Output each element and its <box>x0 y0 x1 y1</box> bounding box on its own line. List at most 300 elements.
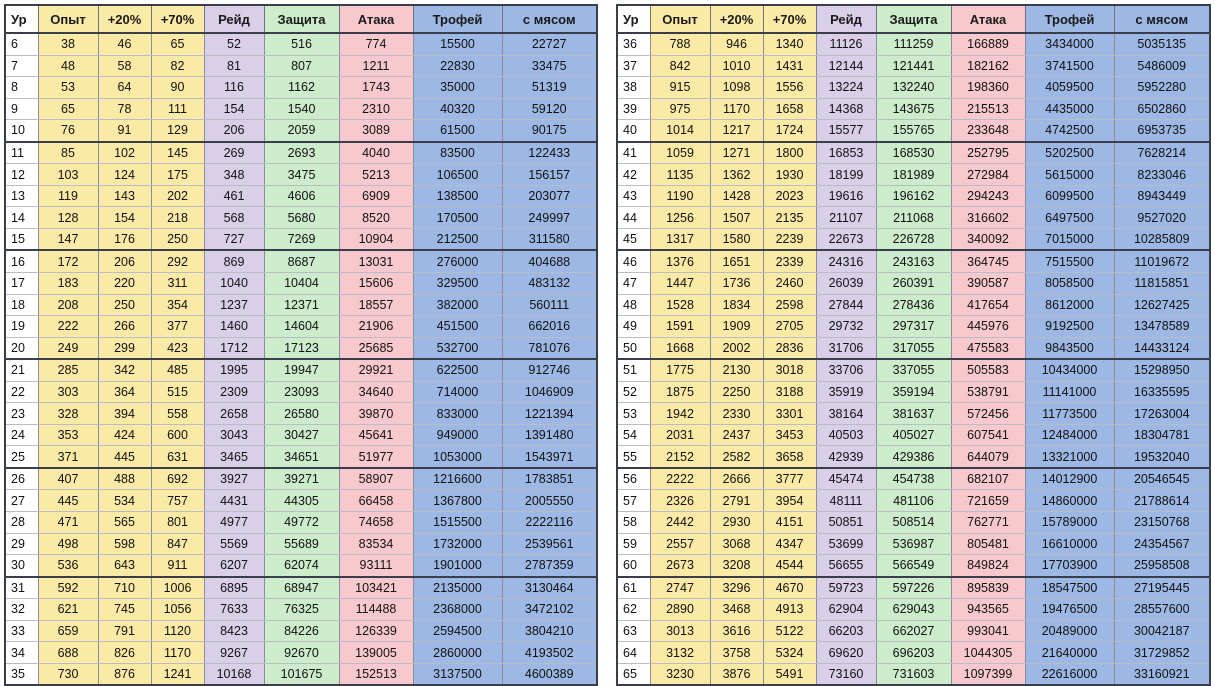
raid-cell: 24316 <box>816 250 876 272</box>
column-header-raid: Рейд <box>816 6 876 33</box>
column-header-level: Ур <box>618 6 650 33</box>
trophy-cell: 2135000 <box>413 577 502 599</box>
trophy-cell: 20489000 <box>1025 620 1114 642</box>
plus-70-cell: 3301 <box>763 403 816 425</box>
experience-cell: 975 <box>650 98 710 120</box>
with-meat-cell: 23150768 <box>1114 512 1209 534</box>
with-meat-cell: 781076 <box>502 337 596 359</box>
defense-cell: 516 <box>264 33 339 55</box>
plus-20-cell: 946 <box>710 33 763 55</box>
table-row <box>6 273 596 295</box>
experience-cell: 38 <box>38 33 98 55</box>
table-row <box>6 359 596 381</box>
plus-20-cell: 58 <box>98 55 151 77</box>
defense-cell: 1540 <box>264 98 339 120</box>
table-row <box>618 599 1209 621</box>
raid-cell: 50851 <box>816 512 876 534</box>
header-row <box>6 6 596 33</box>
experience-cell: 328 <box>38 403 98 425</box>
raid-cell: 12144 <box>816 55 876 77</box>
plus-70-cell: 2023 <box>763 185 816 207</box>
plus-70-cell: 2239 <box>763 228 816 250</box>
raid-cell: 269 <box>204 142 264 164</box>
attack-cell: 13031 <box>339 250 413 272</box>
with-meat-cell: 11019672 <box>1114 250 1209 272</box>
experience-cell: 445 <box>38 490 98 512</box>
trophy-cell: 949000 <box>413 424 502 446</box>
defense-cell: 629043 <box>876 599 951 621</box>
with-meat-cell: 3472102 <box>502 599 596 621</box>
plus-20-cell: 826 <box>98 642 151 664</box>
defense-cell: 278436 <box>876 294 951 316</box>
plus-20-cell: 2666 <box>710 468 763 490</box>
table-row <box>6 577 596 599</box>
table-row <box>6 620 596 642</box>
with-meat-cell: 14433124 <box>1114 337 1209 359</box>
attack-cell: 126339 <box>339 620 413 642</box>
level-cell: 31 <box>6 577 38 599</box>
level-cell: 15 <box>6 228 38 250</box>
trophy-cell: 5202500 <box>1025 142 1114 164</box>
attack-cell: 849824 <box>951 555 1025 577</box>
level-cell: 39 <box>618 98 650 120</box>
with-meat-cell: 4600389 <box>502 663 596 684</box>
with-meat-cell: 4193502 <box>502 642 596 664</box>
plus-20-cell: 3208 <box>710 555 763 577</box>
plus-20-cell: 3068 <box>710 533 763 555</box>
raid-cell: 40503 <box>816 424 876 446</box>
level-cell: 13 <box>6 185 38 207</box>
raid-cell: 2309 <box>204 381 264 403</box>
table-row <box>6 185 596 207</box>
attack-cell: 364745 <box>951 250 1025 272</box>
defense-cell: 297317 <box>876 316 951 338</box>
table-row <box>6 228 596 250</box>
with-meat-cell: 203077 <box>502 185 596 207</box>
experience-cell: 621 <box>38 599 98 621</box>
table-row <box>6 533 596 555</box>
with-meat-cell: 24354567 <box>1114 533 1209 555</box>
raid-cell: 69620 <box>816 642 876 664</box>
plus-70-cell: 129 <box>151 120 204 142</box>
defense-cell: 337055 <box>876 359 951 381</box>
raid-cell: 7633 <box>204 599 264 621</box>
experience-cell: 3132 <box>650 642 710 664</box>
attack-cell: 417654 <box>951 294 1025 316</box>
defense-cell: 243163 <box>876 250 951 272</box>
plus-20-cell: 176 <box>98 228 151 250</box>
plus-20-cell: 102 <box>98 142 151 164</box>
table-row <box>6 663 596 684</box>
plus-70-cell: 4913 <box>763 599 816 621</box>
trophy-cell: 14860000 <box>1025 490 1114 512</box>
with-meat-cell: 90175 <box>502 120 596 142</box>
raid-cell: 10168 <box>204 663 264 684</box>
table-row <box>618 512 1209 534</box>
plus-70-cell: 292 <box>151 250 204 272</box>
column-header-attack: Атака <box>339 6 413 33</box>
trophy-cell: 11773500 <box>1025 403 1114 425</box>
table-row <box>6 468 596 490</box>
level-table-left <box>6 6 596 684</box>
defense-cell: 14604 <box>264 316 339 338</box>
trophy-cell: 1515500 <box>413 512 502 534</box>
with-meat-cell: 27195445 <box>1114 577 1209 599</box>
column-header-trophy: Трофей <box>413 6 502 33</box>
with-meat-cell: 662016 <box>502 316 596 338</box>
with-meat-cell: 19532040 <box>1114 446 1209 468</box>
trophy-cell: 2594500 <box>413 620 502 642</box>
experience-cell: 1447 <box>650 273 710 295</box>
plus-70-cell: 2836 <box>763 337 816 359</box>
level-cell: 25 <box>6 446 38 468</box>
defense-cell: 508514 <box>876 512 951 534</box>
defense-cell: 155765 <box>876 120 951 142</box>
raid-cell: 116 <box>204 77 264 99</box>
attack-cell: 103421 <box>339 577 413 599</box>
table-row <box>6 164 596 186</box>
plus-70-cell: 1241 <box>151 663 204 684</box>
plus-20-cell: 206 <box>98 250 151 272</box>
plus-70-cell: 377 <box>151 316 204 338</box>
experience-cell: 842 <box>650 55 710 77</box>
attack-cell: 10904 <box>339 228 413 250</box>
plus-70-cell: 4670 <box>763 577 816 599</box>
attack-cell: 6909 <box>339 185 413 207</box>
plus-20-cell: 745 <box>98 599 151 621</box>
attack-cell: 3089 <box>339 120 413 142</box>
experience-cell: 915 <box>650 77 710 99</box>
defense-cell: 34651 <box>264 446 339 468</box>
attack-cell: 340092 <box>951 228 1025 250</box>
with-meat-cell: 6502860 <box>1114 98 1209 120</box>
experience-cell: 1942 <box>650 403 710 425</box>
with-meat-cell: 483132 <box>502 273 596 295</box>
column-header-with-meat: с мясом <box>502 6 596 33</box>
with-meat-cell: 31729852 <box>1114 642 1209 664</box>
plus-20-cell: 2582 <box>710 446 763 468</box>
attack-cell: 166889 <box>951 33 1025 55</box>
defense-cell: 5680 <box>264 207 339 229</box>
table-row <box>618 577 1209 599</box>
column-header-raid: Рейд <box>204 6 264 33</box>
plus-20-cell: 250 <box>98 294 151 316</box>
level-cell: 32 <box>6 599 38 621</box>
plus-20-cell: 1217 <box>710 120 763 142</box>
with-meat-cell: 12627425 <box>1114 294 1209 316</box>
defense-cell: 4606 <box>264 185 339 207</box>
experience-cell: 2442 <box>650 512 710 534</box>
table-row <box>6 250 596 272</box>
table-row <box>618 250 1209 272</box>
defense-cell: 19947 <box>264 359 339 381</box>
plus-70-cell: 145 <box>151 142 204 164</box>
level-cell: 8 <box>6 77 38 99</box>
trophy-cell: 6099500 <box>1025 185 1114 207</box>
column-header-with-meat: с мясом <box>1114 6 1209 33</box>
level-cell: 30 <box>6 555 38 577</box>
plus-70-cell: 1006 <box>151 577 204 599</box>
plus-70-cell: 250 <box>151 228 204 250</box>
with-meat-cell: 912746 <box>502 359 596 381</box>
experience-cell: 1135 <box>650 164 710 186</box>
attack-cell: 1743 <box>339 77 413 99</box>
experience-cell: 1190 <box>650 185 710 207</box>
plus-70-cell: 311 <box>151 273 204 295</box>
experience-cell: 2326 <box>650 490 710 512</box>
table-row <box>618 207 1209 229</box>
raid-cell: 1712 <box>204 337 264 359</box>
with-meat-cell: 1046909 <box>502 381 596 403</box>
defense-cell: 121441 <box>876 55 951 77</box>
table-row <box>618 228 1209 250</box>
experience-cell: 2747 <box>650 577 710 599</box>
defense-cell: 17123 <box>264 337 339 359</box>
with-meat-cell: 5035135 <box>1114 33 1209 55</box>
level-cell: 47 <box>618 273 650 295</box>
plus-70-cell: 1930 <box>763 164 816 186</box>
with-meat-cell: 3804210 <box>502 620 596 642</box>
plus-70-cell: 801 <box>151 512 204 534</box>
plus-70-cell: 485 <box>151 359 204 381</box>
level-cell: 17 <box>6 273 38 295</box>
experience-cell: 1528 <box>650 294 710 316</box>
trophy-cell: 13321000 <box>1025 446 1114 468</box>
plus-20-cell: 710 <box>98 577 151 599</box>
column-header-defense: Защита <box>876 6 951 33</box>
defense-cell: 807 <box>264 55 339 77</box>
table-row <box>618 403 1209 425</box>
level-cell: 27 <box>6 490 38 512</box>
trophy-cell: 16610000 <box>1025 533 1114 555</box>
raid-cell: 4977 <box>204 512 264 534</box>
level-cell: 33 <box>6 620 38 642</box>
table-row <box>6 403 596 425</box>
with-meat-cell: 560111 <box>502 294 596 316</box>
plus-20-cell: 1428 <box>710 185 763 207</box>
experience-cell: 48 <box>38 55 98 77</box>
defense-cell: 39271 <box>264 468 339 490</box>
plus-20-cell: 3616 <box>710 620 763 642</box>
attack-cell: 644079 <box>951 446 1025 468</box>
level-cell: 48 <box>618 294 650 316</box>
with-meat-cell: 10285809 <box>1114 228 1209 250</box>
raid-cell: 8423 <box>204 620 264 642</box>
plus-70-cell: 2135 <box>763 207 816 229</box>
level-cell: 55 <box>618 446 650 468</box>
trophy-cell: 1901000 <box>413 555 502 577</box>
column-header-plus-70: +70% <box>763 6 816 33</box>
trophy-cell: 21640000 <box>1025 642 1114 664</box>
attack-cell: 8520 <box>339 207 413 229</box>
defense-cell: 68947 <box>264 577 339 599</box>
defense-cell: 2059 <box>264 120 339 142</box>
table-row <box>6 207 596 229</box>
table-row <box>618 468 1209 490</box>
raid-cell: 35919 <box>816 381 876 403</box>
plus-70-cell: 4544 <box>763 555 816 577</box>
plus-70-cell: 5491 <box>763 663 816 684</box>
experience-cell: 2890 <box>650 599 710 621</box>
attack-cell: 2310 <box>339 98 413 120</box>
plus-70-cell: 2598 <box>763 294 816 316</box>
attack-cell: 762771 <box>951 512 1025 534</box>
table-row <box>6 55 596 77</box>
trophy-cell: 3137500 <box>413 663 502 684</box>
trophy-cell: 1053000 <box>413 446 502 468</box>
raid-cell: 5569 <box>204 533 264 555</box>
raid-cell: 22673 <box>816 228 876 250</box>
level-cell: 35 <box>6 663 38 684</box>
table-row <box>618 185 1209 207</box>
attack-cell: 25685 <box>339 337 413 359</box>
plus-70-cell: 3188 <box>763 381 816 403</box>
plus-20-cell: 64 <box>98 77 151 99</box>
plus-20-cell: 876 <box>98 663 151 684</box>
raid-cell: 348 <box>204 164 264 186</box>
table-row <box>6 33 596 55</box>
plus-20-cell: 565 <box>98 512 151 534</box>
raid-cell: 53699 <box>816 533 876 555</box>
attack-cell: 943565 <box>951 599 1025 621</box>
attack-cell: 475583 <box>951 337 1025 359</box>
raid-cell: 42939 <box>816 446 876 468</box>
defense-cell: 405027 <box>876 424 951 446</box>
plus-70-cell: 218 <box>151 207 204 229</box>
trophy-cell: 19476500 <box>1025 599 1114 621</box>
raid-cell: 1040 <box>204 273 264 295</box>
plus-70-cell: 1170 <box>151 642 204 664</box>
with-meat-cell: 156157 <box>502 164 596 186</box>
experience-cell: 1775 <box>650 359 710 381</box>
column-header-trophy: Трофей <box>1025 6 1114 33</box>
table-row <box>6 512 596 534</box>
plus-70-cell: 1556 <box>763 77 816 99</box>
column-header-experience: Опыт <box>650 6 710 33</box>
plus-20-cell: 1507 <box>710 207 763 229</box>
table-row <box>6 120 596 142</box>
trophy-cell: 22616000 <box>1025 663 1114 684</box>
trophy-cell: 714000 <box>413 381 502 403</box>
attack-cell: 572456 <box>951 403 1025 425</box>
with-meat-cell: 25958508 <box>1114 555 1209 577</box>
level-cell: 64 <box>618 642 650 664</box>
level-cell: 58 <box>618 512 650 534</box>
trophy-cell: 1216600 <box>413 468 502 490</box>
defense-cell: 111259 <box>876 33 951 55</box>
experience-cell: 407 <box>38 468 98 490</box>
level-cell: 56 <box>618 468 650 490</box>
plus-70-cell: 757 <box>151 490 204 512</box>
level-cell: 45 <box>618 228 650 250</box>
trophy-cell: 170500 <box>413 207 502 229</box>
plus-70-cell: 3453 <box>763 424 816 446</box>
trophy-cell: 622500 <box>413 359 502 381</box>
plus-20-cell: 2437 <box>710 424 763 446</box>
raid-cell: 4431 <box>204 490 264 512</box>
trophy-cell: 532700 <box>413 337 502 359</box>
plus-20-cell: 3876 <box>710 663 763 684</box>
raid-cell: 1460 <box>204 316 264 338</box>
with-meat-cell: 2787359 <box>502 555 596 577</box>
with-meat-cell: 1783851 <box>502 468 596 490</box>
raid-cell: 14368 <box>816 98 876 120</box>
defense-cell: 196162 <box>876 185 951 207</box>
defense-cell: 76325 <box>264 599 339 621</box>
plus-20-cell: 3468 <box>710 599 763 621</box>
raid-cell: 6895 <box>204 577 264 599</box>
plus-20-cell: 3758 <box>710 642 763 664</box>
defense-cell: 566549 <box>876 555 951 577</box>
defense-cell: 101675 <box>264 663 339 684</box>
trophy-cell: 8612000 <box>1025 294 1114 316</box>
defense-cell: 62074 <box>264 555 339 577</box>
raid-cell: 48111 <box>816 490 876 512</box>
raid-cell: 727 <box>204 228 264 250</box>
attack-cell: 505583 <box>951 359 1025 381</box>
plus-20-cell: 1010 <box>710 55 763 77</box>
level-cell: 26 <box>6 468 38 490</box>
plus-70-cell: 3954 <box>763 490 816 512</box>
trophy-cell: 3741500 <box>1025 55 1114 77</box>
trophy-cell: 3434000 <box>1025 33 1114 55</box>
with-meat-cell: 1391480 <box>502 424 596 446</box>
level-cell: 37 <box>618 55 650 77</box>
raid-cell: 81 <box>204 55 264 77</box>
defense-cell: 317055 <box>876 337 951 359</box>
experience-cell: 65 <box>38 98 98 120</box>
raid-cell: 13224 <box>816 77 876 99</box>
with-meat-cell: 11815851 <box>1114 273 1209 295</box>
trophy-cell: 5615000 <box>1025 164 1114 186</box>
plus-70-cell: 4347 <box>763 533 816 555</box>
experience-cell: 371 <box>38 446 98 468</box>
level-cell: 11 <box>6 142 38 164</box>
attack-cell: 74658 <box>339 512 413 534</box>
raid-cell: 9267 <box>204 642 264 664</box>
attack-cell: 21906 <box>339 316 413 338</box>
experience-cell: 1668 <box>650 337 710 359</box>
raid-cell: 31706 <box>816 337 876 359</box>
attack-cell: 774 <box>339 33 413 55</box>
column-header-level: Ур <box>6 6 38 33</box>
trophy-cell: 8058500 <box>1025 273 1114 295</box>
table-row <box>618 33 1209 55</box>
plus-20-cell: 445 <box>98 446 151 468</box>
attack-cell: 5213 <box>339 164 413 186</box>
experience-cell: 2673 <box>650 555 710 577</box>
experience-cell: 353 <box>38 424 98 446</box>
level-cell: 20 <box>6 337 38 359</box>
column-header-defense: Защита <box>264 6 339 33</box>
trophy-cell: 17703900 <box>1025 555 1114 577</box>
level-cell: 12 <box>6 164 38 186</box>
plus-20-cell: 1580 <box>710 228 763 250</box>
plus-20-cell: 2930 <box>710 512 763 534</box>
plus-70-cell: 1724 <box>763 120 816 142</box>
level-cell: 41 <box>618 142 650 164</box>
table-row <box>618 294 1209 316</box>
with-meat-cell: 15298950 <box>1114 359 1209 381</box>
column-header-experience: Опыт <box>38 6 98 33</box>
experience-cell: 76 <box>38 120 98 142</box>
trophy-cell: 22830 <box>413 55 502 77</box>
level-cell: 53 <box>618 403 650 425</box>
attack-cell: 45641 <box>339 424 413 446</box>
trophy-cell: 35000 <box>413 77 502 99</box>
attack-cell: 34640 <box>339 381 413 403</box>
raid-cell: 26039 <box>816 273 876 295</box>
